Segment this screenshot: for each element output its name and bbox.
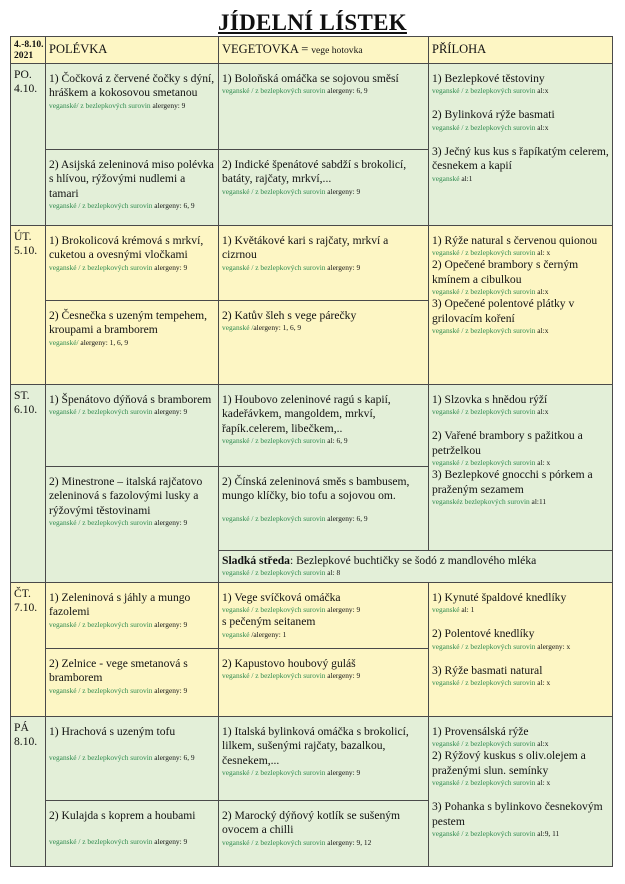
main-cell (219, 226, 429, 301)
soup-cell (46, 583, 219, 649)
header-veg-label: VEGETOVKA = (222, 41, 309, 56)
dish-meta: veganské / z bezlepkových surovin al:x (432, 86, 549, 96)
day-row-wed (11, 385, 613, 467)
side-cell (429, 226, 613, 385)
soup-cell (46, 150, 219, 226)
day-name: ST. (14, 389, 30, 402)
header-veg (219, 37, 429, 64)
dish-name: 2) Asijská zeleninová miso polévka s hlívou, rýžovými nudlemi a tamari (49, 158, 214, 200)
dish-meta: veganské / z bezlepkových surovin al:x (432, 287, 549, 297)
day-cell-thu (11, 583, 46, 717)
day-date: 7.10. (14, 601, 38, 615)
day-date: 5.10. (14, 244, 38, 258)
dish-meta: veganské al: 1 (432, 605, 475, 615)
dish-meta: veganské / z bezlepkových surovin al: x (432, 678, 551, 688)
dish-name: 1) Kynuté špaldové knedlíky (432, 591, 567, 604)
dish-meta: veganské / z bezlepkových surovin al:9, 11 (432, 829, 560, 839)
day-row-tue (11, 226, 613, 301)
main-cell (219, 801, 429, 867)
dish-meta: veganské al:1 (432, 173, 473, 183)
side-cell (429, 64, 613, 226)
day-row-mon (11, 64, 613, 150)
dish-meta: veganské / z bezlepkových surovin alergeny: 9 (49, 619, 188, 629)
sweet-dish (222, 554, 609, 568)
dish-meta: veganské / z bezlepkových surovin alergeny: 9 (222, 605, 361, 615)
dish-name: 3) Rýže basmati natural (432, 663, 543, 677)
dish-meta: veganské / z bezlepkových surovin alergeny: 6, 9 (222, 86, 368, 96)
dish-meta: veganské /alergeny: 1, 6, 9 (222, 323, 302, 333)
day-date: 4.10. (14, 82, 38, 96)
dish-name: 1) Hrachová s uzeným tofu (49, 725, 176, 738)
dish-meta: veganské /alergeny: 1 (222, 629, 287, 639)
year: 2021 (14, 50, 34, 61)
dish-name: 2) Rýžový kuskus s oliv.olejem a praženými slun. semínky (432, 749, 586, 777)
main-cell (219, 301, 429, 385)
dish-name: 2) Čínská zeleninová směs s bambusem, mungo klíčky, bio tofu a sojovou om. (222, 475, 410, 503)
dish-meta: veganské/ z bezlepkových surovin alergeny: 9 (49, 100, 186, 110)
dish-name: 2) Kulajda s koprem a houbami (49, 809, 196, 822)
page-title: JÍDELNÍ LÍSTEK (218, 10, 407, 35)
dish-name: 1) Vege svíčková omáčka (222, 591, 341, 604)
day-name: PO. (14, 68, 32, 81)
dish-name: 1) Špenátovo dýňová s bramborem (49, 393, 212, 406)
dish-meta: veganské / z bezlepkových surovin al: x (432, 248, 551, 258)
date-range: 4.-8.10. (14, 39, 44, 50)
dish-meta: veganské/ alergeny: 1, 6, 9 (49, 337, 129, 347)
dish-meta: veganské / z bezlepkových surovin alergeny: 9 (222, 262, 361, 272)
sweet-label: Sladká středa (222, 554, 290, 567)
dish-name: 3) Pohanka s bylinkovo česnekovým pestem (432, 800, 603, 828)
dish-meta: veganské / z bezlepkových surovin al:x (432, 326, 549, 336)
dish-meta: veganskéz bezlepkových surovin al:11 (432, 497, 547, 507)
dish-meta: veganské / z bezlepkových surovin alergeny: 9 (222, 186, 361, 196)
main-cell (219, 717, 429, 801)
soup-cell (46, 226, 219, 301)
day-name: ČT. (14, 587, 31, 600)
dish-name: 1) Zeleninová s jáhly a mungo fazolemi (49, 591, 191, 619)
dish-name: 2) Kapustovo houbový guláš (222, 657, 356, 670)
dish-name: 3) Opečené polentové plátky v grilovacím koření (432, 297, 575, 325)
header-veg-sub: vege hotovka (311, 44, 363, 56)
sweet-text: : Bezlepkové buchtičky se šodó z mandlového mléka (289, 554, 537, 567)
dish-name: 2) Zelnice - vege smetanová s bramborem (49, 657, 188, 685)
day-row-fri (11, 717, 613, 801)
dish-meta: veganské / z bezlepkových surovin al:x (432, 122, 549, 132)
day-date: 8.10. (14, 735, 38, 749)
day-name: PÁ (14, 721, 29, 734)
soup-cell (46, 717, 219, 801)
dish-meta: veganské / z bezlepkových surovin al: 8 (222, 568, 341, 577)
dish-name: 1) Čočková z červené čočky s dýní, hráškem a kokosovou smetanou (49, 72, 215, 100)
dish-meta: veganské / z bezlepkových surovin alergeny: x (432, 641, 571, 651)
dish-meta: veganské / z bezlepkových surovin alergeny: 6, 9 (49, 753, 195, 763)
soup-cell (46, 649, 219, 717)
day-name: ÚT. (14, 230, 32, 243)
main-cell (219, 649, 429, 717)
side-cell (429, 717, 613, 867)
sweet-wednesday (219, 551, 613, 583)
dish-meta: veganské / z bezlepkových surovin alergeny: 6, 9 (49, 201, 195, 211)
dish-name: 2) Indické špenátové sabdží s brokolicí, batáty, rajčaty, mrkví,... (222, 158, 407, 186)
soup-cell (46, 801, 219, 867)
dish-name: 2) Marocký dýňový kotlík se sušeným ovocem a chilli (222, 809, 401, 837)
dish-name: 1) Slzovka s hnědou rýží (432, 393, 548, 406)
dish-name: 1) Bezlepkové těstoviny (432, 72, 545, 85)
dish-name: 2) Opečené brambory s černým kmínem a cibulkou (432, 258, 579, 286)
day-cell-wed (11, 385, 46, 583)
dish-name: 1) Rýže natural s červenou quionou (432, 234, 598, 247)
header-date-cell (11, 37, 46, 64)
soup-cell (46, 467, 219, 583)
dish-name: 1) Houbovo zeleninové ragú s kapií, kadeřávkem, mangoldem, mrkví, řapík.celerem, libečkem,.. (222, 393, 391, 435)
side-cell (429, 385, 613, 551)
dish-meta: veganské / z bezlepkových surovin alergeny: 9, 12 (222, 837, 372, 847)
soup-cell (46, 301, 219, 385)
main-cell (219, 150, 429, 226)
dish-name: 2) Katův šleh s vege párečky (222, 309, 357, 322)
dish-meta: veganské / z bezlepkových surovin alergeny: 6, 9 (222, 513, 368, 523)
dish-name: 1) Italská bylinková omáčka s brokolicí, lilkem, sušenými rajčaty, bazalkou, česnekem,... (222, 725, 409, 767)
dish-name: 2) Minestrone – italská rajčatovo zeleninová s fazolovými lusky a rýžovými těstovinami (49, 475, 203, 517)
dish-name: s pečeným seitanem (222, 615, 316, 629)
dish-meta: veganské / z bezlepkových surovin alergeny: 9 (49, 518, 188, 528)
day-cell-tue (11, 226, 46, 385)
main-cell (219, 467, 429, 551)
soup-cell (46, 385, 219, 467)
dish-meta: veganské / z bezlepkových surovin alergeny: 9 (49, 262, 188, 272)
dish-meta: veganské / z bezlepkových surovin alergeny: 9 (49, 685, 188, 695)
day-row-thu (11, 583, 613, 649)
dish-meta: veganské / z bezlepkových surovin alergeny: 9 (49, 837, 188, 847)
dish-name: 2) Vařené brambory s pažitkou a petrželkou (432, 429, 583, 457)
dish-meta: veganské / z bezlepkových surovin alergeny: 9 (222, 768, 361, 778)
header-side-label: PŘÍLOHA (432, 42, 487, 57)
dish-name: 3) Ječný kus kus s řapíkatým celerem, česnekem a kapií (432, 144, 609, 173)
dish-meta: veganské / z bezlepkových surovin al: x (432, 778, 551, 788)
soup-cell (46, 64, 219, 150)
main-cell (219, 583, 429, 649)
header-side (429, 37, 613, 64)
dish-name: 2) Bylinková rýže basmati (432, 108, 555, 122)
main-cell (219, 64, 429, 150)
dish-name: 1) Brokolicová krémová s mrkví, cuketou a ovesnými vločkami (49, 234, 204, 262)
dish-name: 1) Boloňská omáčka se sojovou směsí (222, 72, 399, 85)
day-date: 6.10. (14, 403, 38, 417)
dish-name: 1) Květákové kari s rajčaty, mrkví a cizrnou (222, 234, 389, 262)
dish-meta: veganské / z bezlepkových surovin al:x (432, 407, 549, 417)
dish-name: 3) Bezlepkové gnocchi s pórkem a praženým sezamem (432, 468, 593, 496)
day-cell-fri (11, 717, 46, 867)
menu-table (10, 36, 613, 867)
dish-name: 2) Polentové knedlíky (432, 627, 535, 641)
day-cell-mon (11, 64, 46, 226)
dish-name: 2) Česnečka s uzeným tempehem, kroupami a bramborem (49, 309, 208, 337)
header-row (11, 37, 613, 64)
header-soup (46, 37, 219, 64)
dish-meta: veganské / z bezlepkových surovin alergeny: 9 (222, 671, 361, 681)
main-cell (219, 385, 429, 467)
dish-meta: veganské / z bezlepkových surovin al: x (432, 458, 551, 468)
dish-meta: veganské / z bezlepkových surovin al:x (432, 739, 549, 749)
header-soup-label: POLÉVKA (49, 42, 108, 57)
dish-meta: veganské / z bezlepkových surovin al: 6, 9 (222, 436, 348, 446)
dish-meta: veganské / z bezlepkových surovin alergeny: 9 (49, 407, 188, 417)
side-cell (429, 583, 613, 717)
dish-name: 1) Provensálská rýže (432, 725, 529, 738)
